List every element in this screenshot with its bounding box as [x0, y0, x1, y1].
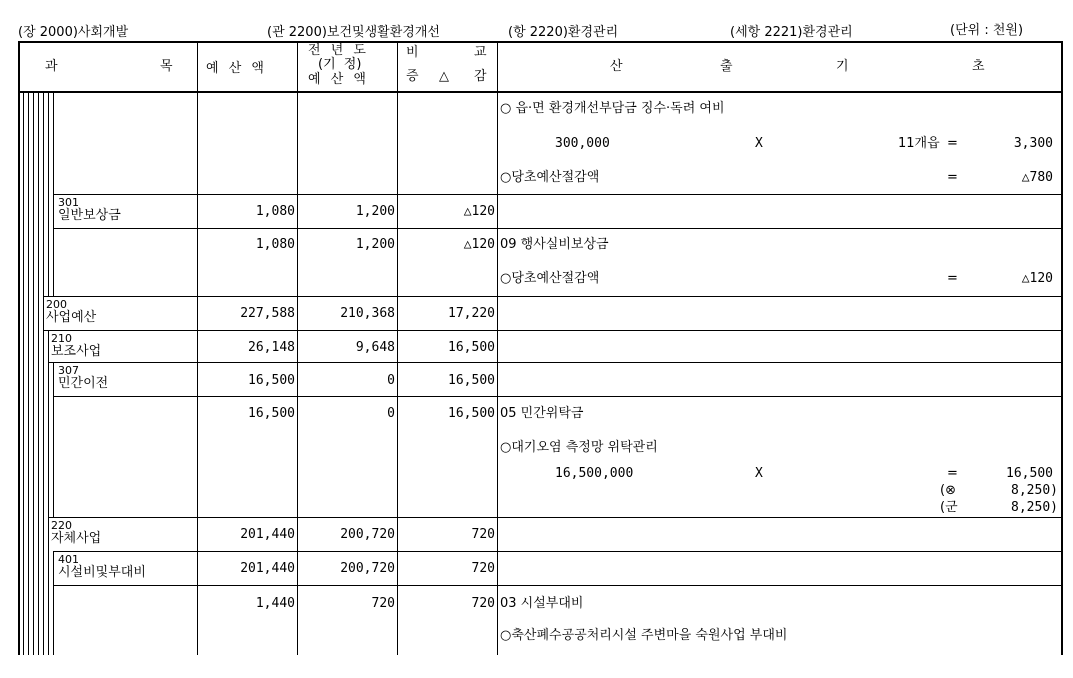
calc2-result: 16,500	[1006, 466, 1053, 481]
level-line	[28, 91, 29, 655]
col-header-diff-gam: 감	[474, 69, 487, 84]
diff-307: 16,500	[448, 373, 495, 388]
level-line	[43, 91, 44, 655]
prev-200: 210,368	[340, 306, 395, 321]
calc-result: 3,300	[1013, 136, 1053, 151]
prev-301-detail: 1,200	[355, 237, 395, 252]
col-header-basis-3: 기	[836, 59, 849, 74]
row-divider	[53, 396, 1063, 397]
calc2-multiply: X	[755, 466, 763, 481]
table-right-border	[1061, 41, 1063, 655]
level-line	[53, 551, 54, 655]
col-header-basis-2: 출	[720, 59, 733, 74]
budget-220: 201,440	[240, 527, 295, 542]
budget-401-detail: 1,440	[255, 596, 295, 611]
header-bottom-border	[18, 91, 1063, 93]
col-header-prev-2: (기 정)	[318, 57, 362, 72]
col-header-diff-bi: 비	[406, 45, 419, 60]
level-line	[53, 91, 54, 296]
calc-multiply: X	[755, 136, 763, 151]
calc-equals: =	[947, 136, 958, 151]
level-line	[48, 330, 49, 655]
savings2-result: △120	[1021, 271, 1053, 286]
prev-401: 200,720	[340, 561, 395, 576]
header-sehang: (세항 2221)환경관리	[730, 25, 853, 40]
prev-401-detail: 720	[371, 596, 395, 611]
col-divider	[497, 41, 498, 655]
prev-220: 200,720	[340, 527, 395, 542]
level-line	[53, 362, 54, 517]
col-divider	[297, 41, 298, 655]
col-header-basis-4: 초	[972, 59, 985, 74]
diff-200: 17,220	[448, 306, 495, 321]
budget-401: 201,440	[240, 561, 295, 576]
savings-equals: =	[947, 170, 958, 185]
row-divider	[53, 551, 1063, 552]
diff-307-detail: 16,500	[448, 406, 495, 421]
budget-307-detail: 16,500	[248, 406, 295, 421]
row-divider	[53, 228, 1063, 229]
row-divider	[43, 330, 1063, 331]
budget-210: 26,148	[248, 340, 295, 355]
item-name-210: 보조사업	[51, 344, 102, 359]
col-header-diff-jeung: 증	[406, 69, 419, 84]
row-divider	[48, 517, 1063, 518]
calc2-amount: 16,500,000	[555, 466, 634, 481]
row-divider	[53, 585, 1063, 586]
header-unit: (단위 : 천원)	[950, 23, 1024, 38]
sub1-value: 8,250)	[1011, 483, 1058, 498]
calc-amount: 300,000	[555, 136, 610, 151]
budget-200: 227,588	[240, 306, 295, 321]
basis-private-trust: 05 민간위탁금	[500, 406, 584, 421]
item-code-401: 401	[58, 553, 79, 566]
calc2-equals: =	[947, 466, 958, 481]
item-name-200: 사업예산	[46, 310, 97, 325]
diff-401-detail: 720	[471, 596, 495, 611]
diff-301: △120	[463, 204, 495, 219]
item-code-220: 220	[51, 519, 72, 532]
basis-travel: ○ 읍·면 환경개선부담금 징수·독려 여비	[500, 101, 725, 116]
basis-livestock-wastewater: ○축산폐수공공처리시설 주변마을 숙원사업 부대비	[500, 628, 788, 643]
level-line	[38, 91, 39, 655]
prev-307-detail: 0	[387, 406, 395, 421]
item-code-301: 301	[58, 196, 79, 209]
budget-301-detail: 1,080	[255, 237, 295, 252]
diff-301-detail: △120	[463, 237, 495, 252]
table-left-border	[18, 41, 20, 655]
header-gwan: (관 2200)보건및생활환경개선	[267, 25, 440, 40]
basis-facility-expense: 03 시설부대비	[500, 596, 584, 611]
diff-220: 720	[471, 527, 495, 542]
col-divider	[197, 41, 198, 655]
level-line	[23, 91, 24, 655]
item-code-307: 307	[58, 364, 79, 377]
item-name-307: 민간이전	[58, 376, 109, 391]
table-top-border	[18, 41, 1063, 43]
col-header-gwamok-left: 과	[45, 59, 58, 74]
row-divider	[53, 194, 1063, 195]
calc-count: 11개읍	[898, 136, 940, 151]
prev-210: 9,648	[355, 340, 395, 355]
col-header-basis-1: 산	[610, 59, 623, 74]
basis-event-comp: 09 행사실비보상금	[500, 237, 609, 252]
diff-401: 720	[471, 561, 495, 576]
level-line	[33, 91, 34, 655]
col-divider	[397, 41, 398, 655]
budget-307: 16,500	[248, 373, 295, 388]
basis-savings-2: ○당초예산절감액	[500, 271, 600, 286]
prev-307: 0	[387, 373, 395, 388]
col-header-diff-delta: △	[439, 69, 449, 84]
sub1-label: (⊗	[940, 483, 956, 498]
item-code-200: 200	[46, 298, 67, 311]
sub2-label: (군	[940, 500, 958, 515]
col-header-budget: 예 산 액	[206, 61, 264, 76]
savings2-equals: =	[947, 271, 958, 286]
sub2-value: 8,250)	[1011, 500, 1058, 515]
level-line	[48, 91, 49, 296]
basis-savings: ○당초예산절감액	[500, 170, 600, 185]
item-name-401: 시설비및부대비	[58, 565, 146, 580]
col-header-diff-gyo: 교	[474, 45, 487, 60]
row-divider	[48, 362, 1063, 363]
item-code-210: 210	[51, 332, 72, 345]
header-hang: (항 2220)환경관리	[508, 25, 619, 40]
prev-301: 1,200	[355, 204, 395, 219]
savings-result: △780	[1021, 170, 1053, 185]
col-header-gwamok-right: 목	[160, 59, 173, 74]
header-jang: (장 2000)사회개발	[18, 25, 129, 40]
budget-301: 1,080	[255, 204, 295, 219]
basis-air-monitoring: ○대기오염 측정망 위탁관리	[500, 440, 658, 455]
item-name-220: 자체사업	[51, 531, 102, 546]
col-header-prev-3: 예 산 액	[308, 72, 366, 87]
diff-210: 16,500	[448, 340, 495, 355]
col-header-prev-1: 전 년 도	[308, 43, 366, 58]
item-name-301: 일반보상금	[58, 208, 121, 223]
row-divider	[43, 296, 1063, 297]
